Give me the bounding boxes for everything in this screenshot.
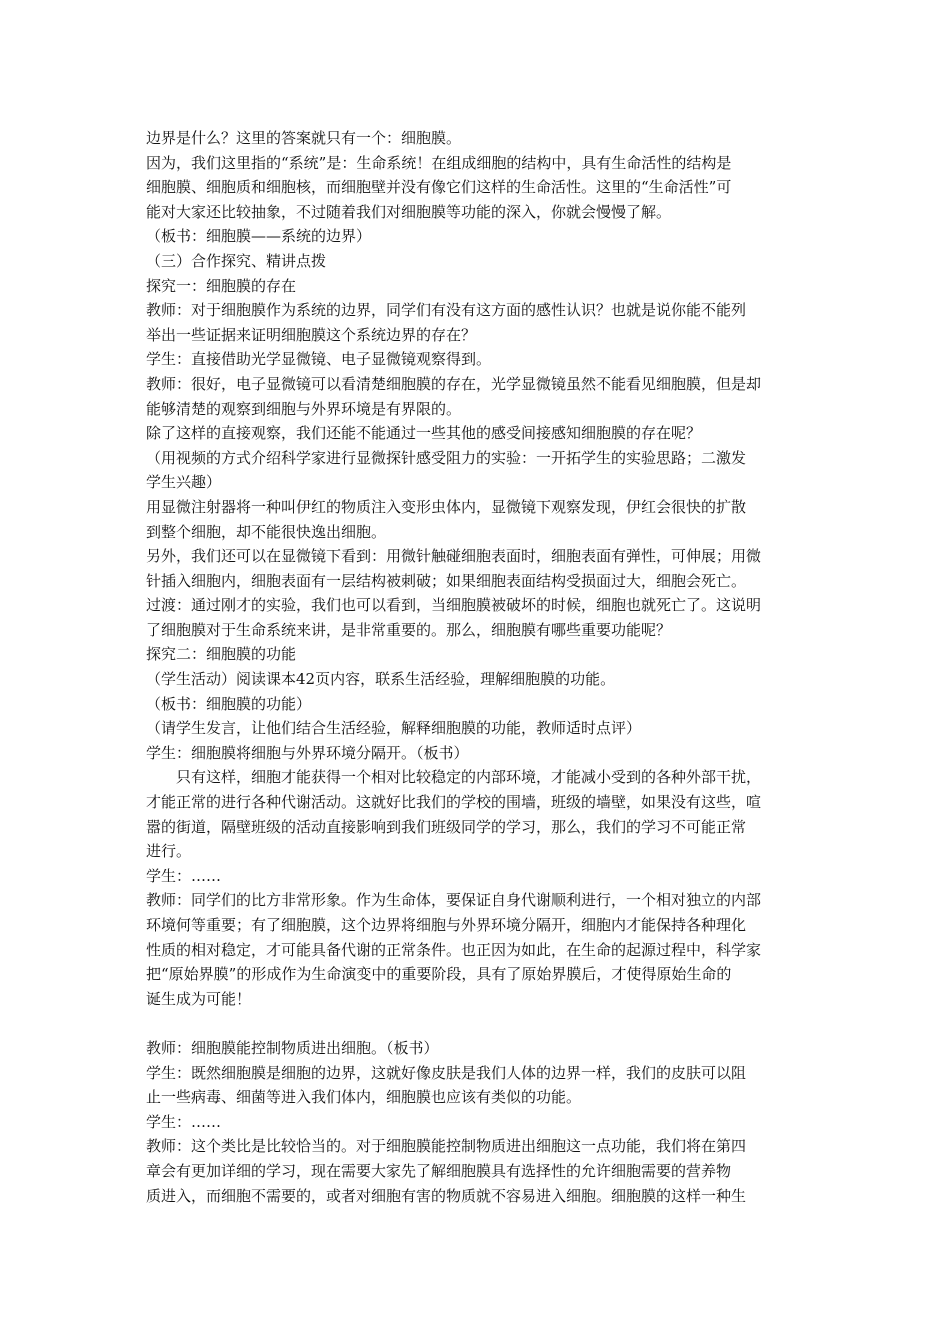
text-line: 到整个细胞，却不能很快逸出细胞。 xyxy=(146,522,387,541)
text-line: 能够清楚的观察到细胞与外界环境是有界限的。 xyxy=(146,399,462,418)
text-line: 只有这样，细胞才能获得一个相对比较稳定的内部环境，才能减小受到的各种外部干扰， xyxy=(176,768,762,787)
text-line: 细胞膜、细胞质和细胞核，而细胞壁并没有像它们这样的生命活性。这里的“生命活性”可 xyxy=(146,178,732,197)
document-body xyxy=(146,126,810,1208)
text-line: 教师：细胞膜能控制物质进出细胞。（板书） xyxy=(146,1038,439,1057)
text-line: 性质的相对稳定，才可能具备代谢的正常条件。也正因为如此，在生命的起源过程中，科学家 xyxy=(146,940,762,959)
text-line: 学生：既然细胞膜是细胞的边界，这就好像皮肤是我们人体的边界一样，我们的皮肤可以阻 xyxy=(146,1063,747,1082)
text-line: 教师：这个类比是比较恰当的。对于细胞膜能控制物质进出细胞这一点功能，我们将在第四 xyxy=(146,1137,747,1156)
text-line: 学生：…… xyxy=(146,1112,222,1131)
text-line: （用视频的方式介绍科学家进行显微探针感受阻力的实验：一开拓学生的实验思路；二激发 xyxy=(146,448,747,467)
text-line: 诞生成为可能！ xyxy=(146,989,252,1008)
text-line: 质进入，而细胞不需要的，或者对细胞有害的物质就不容易进入细胞。细胞膜的这样一种生 xyxy=(146,1186,747,1205)
blackboard-note: （板书：细胞膜的功能） xyxy=(146,694,312,713)
text-line: 环境何等重要；有了细胞膜，这个边界将细胞与外界环境分隔开，细胞内才能保持各种理化 xyxy=(146,916,747,934)
text-line: 教师：同学们的比方非常形象。作为生命体，要保证自身代谢顺利进行，一个相对独立的内部 xyxy=(146,891,762,910)
blank-line xyxy=(146,1011,810,1036)
text-line: 用显微注射器将一种叫伊红的物质注入变形虫体内，显微镜下观察发现，伊红会很快的扩散 xyxy=(146,497,747,516)
text-line: 学生：直接借助光学显微镜、电子显微镜观察得到。 xyxy=(146,350,492,369)
text-line: 把“原始界膜”的形成作为生命演变中的重要阶段，具有了原始界膜后，才使得原始生命的 xyxy=(146,965,732,984)
section-heading: （三）合作探究、精讲点拨 xyxy=(146,251,327,270)
text-line: 举出一些证据来证明细胞膜这个系统边界的存在？ xyxy=(146,325,477,344)
inquiry-heading: 探究二：细胞膜的功能 xyxy=(146,645,297,664)
text-line: 止一些病毒、细菌等进入我们体内，细胞膜也应该有类似的功能。 xyxy=(146,1088,582,1107)
text-line: 教师：对于细胞膜作为系统的边界，同学们有没有这方面的感性认识？也就是说你能不能列 xyxy=(146,301,747,320)
text-line: 学生：…… xyxy=(146,866,222,885)
text-line: 因为，我们这里指的“系统”是：生命系统！在组成细胞的结构中，具有生命活性的结构是 xyxy=(146,153,732,172)
text-line: 能对大家还比较抽象，不过随着我们对细胞膜等功能的深入，你就会慢慢了解。 xyxy=(146,202,672,221)
text-line: 嚣的街道，隔壁班级的活动直接影响到我们班级同学的学习，那么，我们的学习不可能正常 xyxy=(146,817,747,836)
text-line: 教师：很好，电子显微镜可以看清楚细胞膜的存在，光学显微镜虽然不能看见细胞膜，但是却 xyxy=(146,374,762,393)
blackboard-note: （板书：细胞膜——系统的边界） xyxy=(146,227,372,246)
text-line: 除了这样的直接观察，我们还能不能通过一些其他的感受间接感知细胞膜的存在呢？ xyxy=(146,424,702,443)
inquiry-heading: 探究一：细胞膜的存在 xyxy=(146,276,297,295)
text-line: 另外，我们还可以在显微镜下看到：用微针触碰细胞表面时，细胞表面有弹性，可伸展；用微 xyxy=(146,547,762,566)
text-line: （请学生发言，让他们结合生活经验，解释细胞膜的功能，教师适时点评） xyxy=(146,719,642,738)
text-line: 进行。 xyxy=(146,842,192,861)
text-line: 边界是什么？这里的答案就只有一个：细胞膜。 xyxy=(146,129,462,147)
text-line: （学生活动）阅读课本42页内容，联系生活经验，理解细胞膜的功能。 xyxy=(146,670,616,689)
text-line: 学生：细胞膜将细胞与外界环境分隔开。（板书） xyxy=(146,743,469,762)
text-line: 学生兴趣） xyxy=(146,473,222,492)
text-line: 了细胞膜对于生命系统来讲，是非常重要的。那么，细胞膜有哪些重要功能呢？ xyxy=(146,620,672,639)
text-line: 才能正常的进行各种代谢活动。这就好比我们的学校的围墙，班级的墙壁，如果没有这些，喧 xyxy=(146,793,762,812)
text-line: 章会有更加详细的学习，现在需要大家先了解细胞膜具有选择性的允许细胞需要的营养物 xyxy=(146,1161,732,1180)
text-line: 过渡：通过刚才的实验，我们也可以看到，当细胞膜被破坏的时候，细胞也就死亡了。这说明 xyxy=(146,596,762,615)
text-line: 针插入细胞内，细胞表面有一层结构被刺破；如果细胞表面结构受损面过大，细胞会死亡。 xyxy=(146,571,747,590)
